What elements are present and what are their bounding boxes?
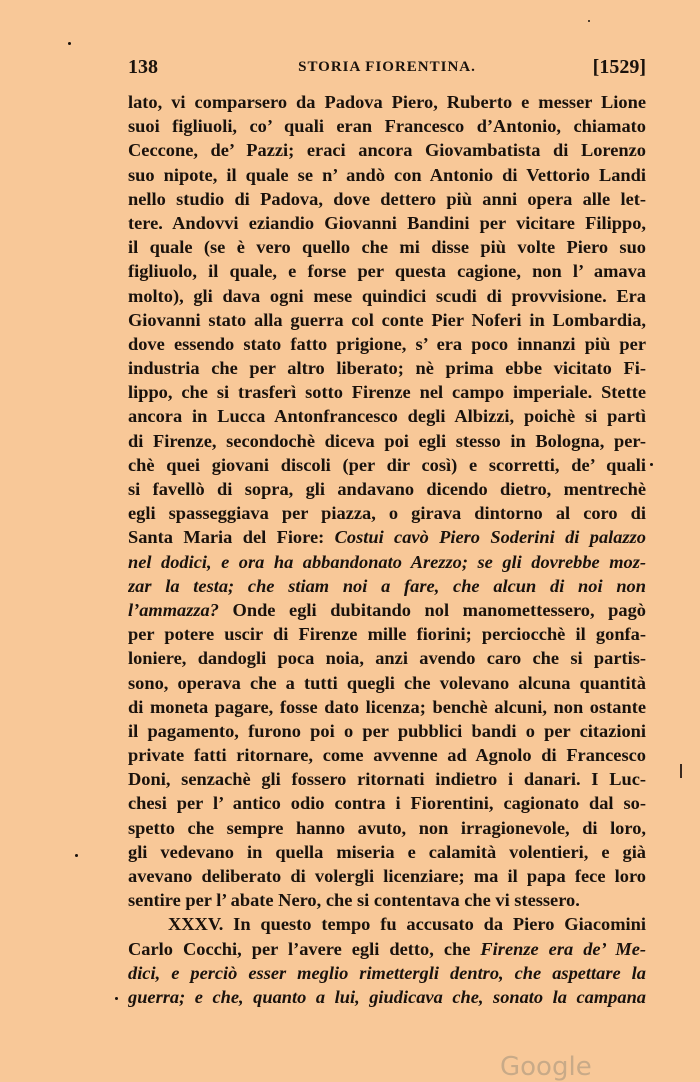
text-line — [128, 187, 646, 211]
text-span: spetto che sempre hanno avuto, non irragionevole, di loro, — [128, 817, 646, 838]
text-span: avevano deliberato di volergli licenziare; ma il papa fece loro — [128, 866, 646, 886]
scan-speck — [588, 20, 590, 22]
italic-text: l’ammazza? — [128, 599, 219, 620]
text-line — [128, 429, 646, 453]
text-line — [128, 622, 646, 646]
text-line — [128, 501, 646, 525]
text-span: ancora in Lucca Antonfrancesco degli Albizzi, poichè si partì — [128, 406, 646, 427]
text-line — [128, 525, 646, 549]
text-line — [128, 259, 646, 283]
text-line — [128, 743, 646, 767]
italic-text: Costui cavò Piero Soderini di palazzo — [334, 527, 646, 548]
text-span: figliuolo, il quale, e forse per questa cagione, non l’ amava — [128, 261, 646, 282]
page-number: 138 — [128, 56, 158, 78]
italic-text: guerra; e che, quanto a lui, giudicava che, sonato la campana — [128, 986, 646, 1007]
text-line — [128, 138, 646, 162]
scan-speck — [650, 463, 653, 466]
text-line — [128, 961, 646, 985]
text-line — [128, 332, 646, 356]
text-span: il pagamento, furono poi o per pubblici bandi o per citazioni — [128, 720, 646, 741]
text-span: Carlo Cocchi, per l’avere egli detto, che — [128, 938, 481, 959]
text-span: egli spasseggiava per piazza, o girava dintorno al coro di — [128, 503, 646, 524]
text-span: private fatti ritornare, come avvenne ad Agnolo di Francesco — [128, 745, 646, 766]
google-watermark: Google — [500, 1052, 592, 1082]
text-line — [128, 719, 646, 743]
text-line — [128, 888, 646, 912]
text-line — [128, 404, 646, 428]
text-span: XXXV. In questo tempo fu accusato da Piero Giacomini — [168, 914, 646, 935]
text-span: Giovanni stato alla guerra col conte Pier Noferi in Lombardia, — [128, 309, 646, 330]
text-line — [128, 308, 646, 332]
scan-speck — [75, 854, 78, 857]
text-line — [128, 598, 646, 622]
text-span: il quale (se è vero quello che mi disse più volte Piero suo — [128, 237, 646, 258]
text-span: Santa Maria del Fiore: — [128, 527, 335, 548]
text-line — [128, 937, 646, 961]
text-span: industria che per altro liberato; nè prima ebbe vicitato Fi- — [128, 358, 646, 379]
text-span: lato, vi comparsero da Padova Piero, Ruberto e messer Lione — [128, 92, 646, 112]
text-line — [128, 695, 646, 719]
text-span: di Firenze, secondochè diceva poi egli stesso in Bologna, per- — [128, 430, 646, 451]
text-line — [128, 356, 646, 380]
text-line — [128, 985, 646, 1009]
text-span: si favellò di sopra, gli andavano dicendo dietro, mentrechè — [128, 479, 646, 499]
text-line — [128, 646, 646, 670]
text-span: molto), gli dava ogni mese quindici scudi di provvisione. Era — [128, 285, 646, 306]
text-span: lippo, che si trasferì sotto Firenze nel campo imperiale. Stette — [128, 382, 646, 403]
text-span: Doni, senzachè gli fossero ritornati indietro i danari. I Luc- — [128, 769, 646, 790]
text-line — [128, 114, 646, 138]
margin-mark — [680, 764, 682, 778]
text-span: loniere, dandogli poca noia, anzi avendo caro che si partis- — [128, 648, 646, 669]
text-line — [128, 90, 646, 114]
text-line — [128, 671, 646, 695]
text-line — [128, 163, 646, 187]
text-line — [128, 791, 646, 815]
text-span: chesi per l’ antico odio contra i Fiorentini, cagionato dal so- — [128, 793, 646, 814]
text-span: suoi figliuoli, co’ quali eran Francesco d’Antonio, chiamato — [128, 116, 646, 137]
text-line — [128, 767, 646, 791]
text-span: nello studio di Padova, dove dettero più anni opera alle let- — [128, 188, 646, 209]
italic-text: zar la testa; che stiam noi a fare, che alcun di noi non — [128, 575, 646, 596]
scan-speck — [68, 42, 71, 45]
text-span: Onde egli dubitando nol manomettessero, pagò — [218, 599, 646, 620]
text-span: gli vedevano in quella miseria e calamità volentieri, e già — [128, 841, 646, 862]
text-span: per potere uscir di Firenze mille fiorini; perciocchè il gonfa- — [128, 624, 646, 645]
page-header — [128, 56, 646, 82]
text-line — [128, 816, 646, 840]
text-span: di moneta pagare, fosse dato licenza; benchè alcuni, non ostante — [128, 696, 646, 717]
text-line — [128, 574, 646, 598]
text-span: tere. Andovvi eziandio Giovanni Bandini per vicitare Filippo, — [128, 212, 646, 233]
running-title: STORIA FIORENTINA. — [298, 59, 476, 75]
text-line — [128, 380, 646, 404]
year-label: [1529] — [592, 56, 646, 78]
scan-speck — [115, 997, 118, 1000]
text-line — [128, 864, 646, 888]
text-line — [128, 284, 646, 308]
text-line — [128, 235, 646, 259]
body-text — [128, 90, 646, 1009]
text-span: suo nipote, il quale se n’ andò con Antonio di Vettorio Landi — [128, 164, 646, 185]
text-line — [128, 211, 646, 235]
italic-text: dici, e perciò esser meglio rimettergli dentro, che aspettare la — [128, 962, 646, 983]
text-line — [128, 453, 646, 477]
text-span: sentire per l’ abate Nero, che si contentava che vi stessero. — [128, 890, 580, 911]
italic-text: Firenze era de’ Me- — [480, 938, 646, 959]
text-line — [128, 477, 646, 501]
italic-text: nel dodici, e ora ha abbandonato Arezzo; se gli dovrebbe moz- — [128, 551, 646, 572]
text-line — [128, 840, 646, 864]
text-span: chè quei giovani discoli (per dir così) e scorretti, de’ quali — [128, 454, 646, 475]
text-line — [128, 912, 646, 936]
text-span: Ceccone, de’ Pazzi; eraci ancora Giovambatista di Lorenzo — [128, 140, 646, 161]
text-span: sono, operava che a tutti quegli che volevano alcuna quantità — [128, 672, 646, 693]
text-line — [128, 550, 646, 574]
text-span: dove essendo stato fatto prigione, s’ era poco innanzi più per — [128, 333, 646, 354]
